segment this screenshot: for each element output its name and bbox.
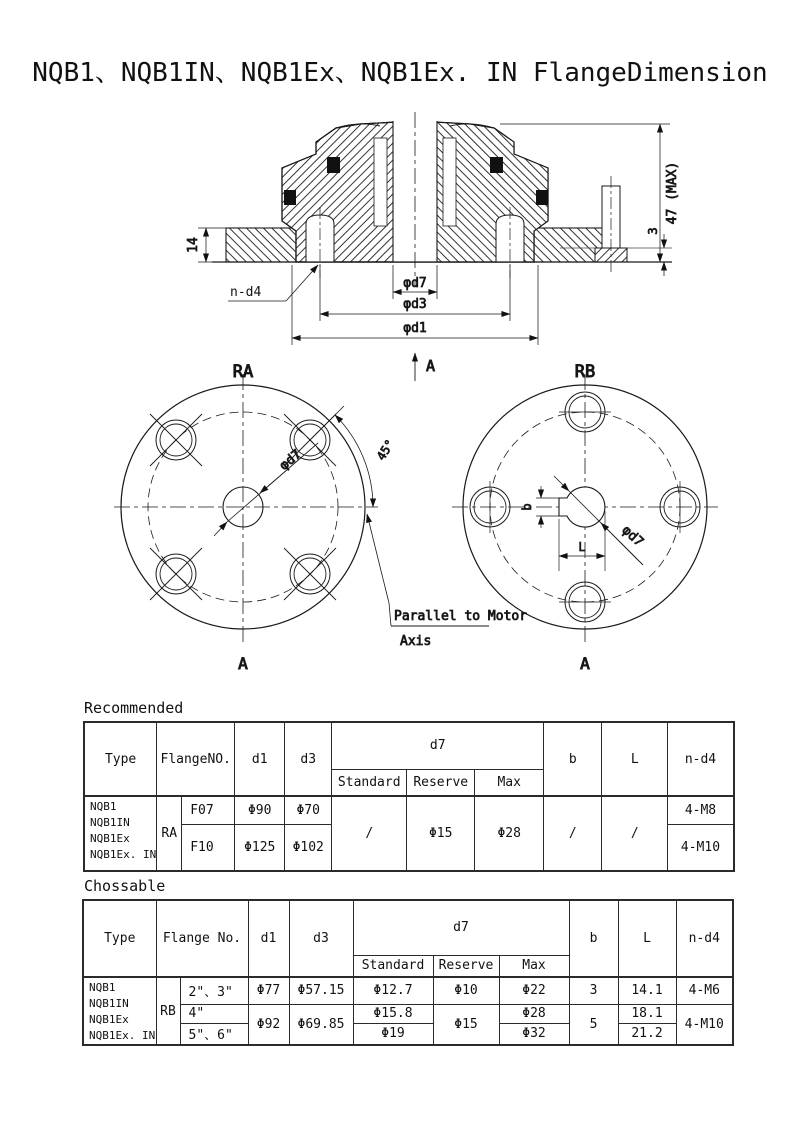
cell-max: Φ28 <box>499 1004 569 1023</box>
col-header-d1: d1 <box>248 900 289 977</box>
note-line1: Parallel to Motor <box>394 609 528 624</box>
cell-n-d4: 4-M6 <box>676 977 733 1004</box>
cell-l: 18.1 <box>618 1004 676 1023</box>
col-header-l: L <box>618 900 676 977</box>
dim-47-label: 47 (MAX) <box>665 161 680 225</box>
ra-section-a-label: A <box>238 654 248 673</box>
dim-d7 <box>393 265 437 299</box>
type-line: NQB1Ex. IN <box>89 1029 156 1042</box>
col-header-max: Max <box>499 955 569 977</box>
cell-n-d4: 4-M8 <box>668 796 734 824</box>
col-header-d7: d7 <box>353 900 569 955</box>
cell-standard: Φ15.8 <box>353 1004 433 1023</box>
cell-b: 3 <box>569 977 618 1004</box>
stud-bolt <box>602 186 620 248</box>
col-header-max: Max <box>475 769 544 796</box>
type-line: NQB1IN <box>89 997 129 1010</box>
cell-flange-no: 2"、3" <box>180 977 248 1004</box>
cell-flange-no: F10 <box>182 824 235 871</box>
cell-type <box>83 977 156 1045</box>
rb-d7-label: φd7 <box>618 522 647 550</box>
type-line: NQB1Ex <box>89 1013 129 1026</box>
col-header-n-d4: n-d4 <box>668 722 734 796</box>
cell-d1: Φ92 <box>248 1004 289 1045</box>
page-title: NQB1、NQB1IN、NQB1Ex、NQB1Ex. IN FlangeDimension <box>32 58 768 88</box>
cell-b: 5 <box>569 1004 618 1045</box>
col-header-reserve: Reserve <box>407 769 475 796</box>
col-header-standard: Standard <box>332 769 407 796</box>
cell-reserve: Φ15 <box>433 1004 499 1045</box>
seal-ring <box>327 157 340 173</box>
col-header-d7: d7 <box>332 722 544 769</box>
cell-max: Φ22 <box>499 977 569 1004</box>
col-header-l: L <box>602 722 668 796</box>
cell-standard: / <box>332 796 407 871</box>
cell-d3: Φ69.85 <box>289 1004 353 1045</box>
rb-front-view <box>452 362 718 673</box>
ra-front-view <box>114 362 527 673</box>
cell-l: 21.2 <box>618 1023 676 1045</box>
cell-flange-group: RB <box>156 977 180 1045</box>
col-header-d3: d3 <box>285 722 332 796</box>
type-line: NQB1Ex. IN <box>90 848 157 861</box>
cell-n-d4: 4-M10 <box>668 824 734 871</box>
table-row <box>83 1004 733 1023</box>
cell-flange-no: 5"、6" <box>180 1023 248 1045</box>
header-row <box>83 900 733 955</box>
type-line: NQB1Ex <box>90 832 130 845</box>
col-header-n-d4: n-d4 <box>676 900 733 977</box>
recommended-table <box>83 721 735 872</box>
rb-view-title: RB <box>574 362 596 382</box>
cell-flange-no: F07 <box>182 796 235 824</box>
cell-type <box>84 796 157 871</box>
seal-ring <box>284 190 296 205</box>
chossable-caption: Chossable <box>84 877 166 895</box>
cell-d3: Φ102 <box>285 824 332 871</box>
table-row <box>84 796 734 824</box>
left-sleeve-gap <box>374 138 387 226</box>
callout-n-d4 <box>228 265 318 301</box>
cross-section-view <box>186 112 680 381</box>
n-d4-label: n-d4 <box>230 285 262 300</box>
dim-14 <box>186 228 228 262</box>
col-header-b: b <box>544 722 602 796</box>
cell-standard: Φ12.7 <box>353 977 433 1004</box>
dim-d3-label: φd3 <box>403 297 427 312</box>
section-arrow-a <box>415 353 435 381</box>
cell-d1: Φ77 <box>248 977 289 1004</box>
right-sleeve-gap <box>443 138 456 226</box>
ra-parallel-note <box>367 514 527 649</box>
recommended-caption: Recommended <box>84 699 184 717</box>
col-header-standard: Standard <box>353 955 433 977</box>
cell-d1: Φ125 <box>235 824 285 871</box>
table-row <box>83 977 733 1004</box>
dim-3-label: 3 <box>646 227 660 235</box>
cell-max: Φ28 <box>475 796 544 871</box>
cell-flange-group: RA <box>157 796 182 871</box>
table-row <box>83 1023 733 1045</box>
col-header-flange-no: FlangeNO. <box>157 722 235 796</box>
section-a-label: A <box>426 357 436 375</box>
rb-b-label: b <box>520 503 534 511</box>
col-header-b: b <box>569 900 618 977</box>
col-header-d1: d1 <box>235 722 285 796</box>
cell-l: 14.1 <box>618 977 676 1004</box>
dim-3 <box>646 227 664 276</box>
cell-reserve: Φ10 <box>433 977 499 1004</box>
type-line: NQB1 <box>90 800 117 813</box>
ra-45-label: 45° <box>373 436 398 463</box>
type-line: NQB1IN <box>90 816 130 829</box>
ra-view-title: RA <box>232 362 254 382</box>
ra-d7-label: φd7 <box>276 447 305 474</box>
cell-flange-no: 4" <box>180 1004 248 1023</box>
cell-standard: Φ19 <box>353 1023 433 1045</box>
cell-n-d4: 4-M10 <box>676 1004 733 1045</box>
header-row <box>84 722 734 769</box>
note-line2: Axis <box>400 634 432 649</box>
dim-14-label: 14 <box>186 237 201 253</box>
rb-l-label: L <box>578 540 586 554</box>
dim-d7-label: φd7 <box>403 276 427 291</box>
cell-d3: Φ70 <box>285 796 332 824</box>
dim-d1-label: φd1 <box>403 321 427 336</box>
rb-center-hole-keyway <box>559 487 605 527</box>
cell-d3: Φ57.15 <box>289 977 353 1004</box>
col-header-reserve: Reserve <box>433 955 499 977</box>
rb-section-a-label: A <box>580 654 590 673</box>
col-header-flange-no: Flange No. <box>156 900 248 977</box>
col-header-type: Type <box>83 900 156 977</box>
col-header-d3: d3 <box>289 900 353 977</box>
cell-l: / <box>602 796 668 871</box>
cell-reserve: Φ15 <box>407 796 475 871</box>
seal-ring <box>536 190 548 205</box>
type-line: NQB1 <box>89 981 116 994</box>
cell-b: / <box>544 796 602 871</box>
col-header-type: Type <box>84 722 157 796</box>
chossable-table <box>82 899 734 1046</box>
cell-d1: Φ90 <box>235 796 285 824</box>
left-flange-wing <box>226 228 296 262</box>
seal-ring <box>490 157 503 173</box>
cell-max: Φ32 <box>499 1023 569 1045</box>
